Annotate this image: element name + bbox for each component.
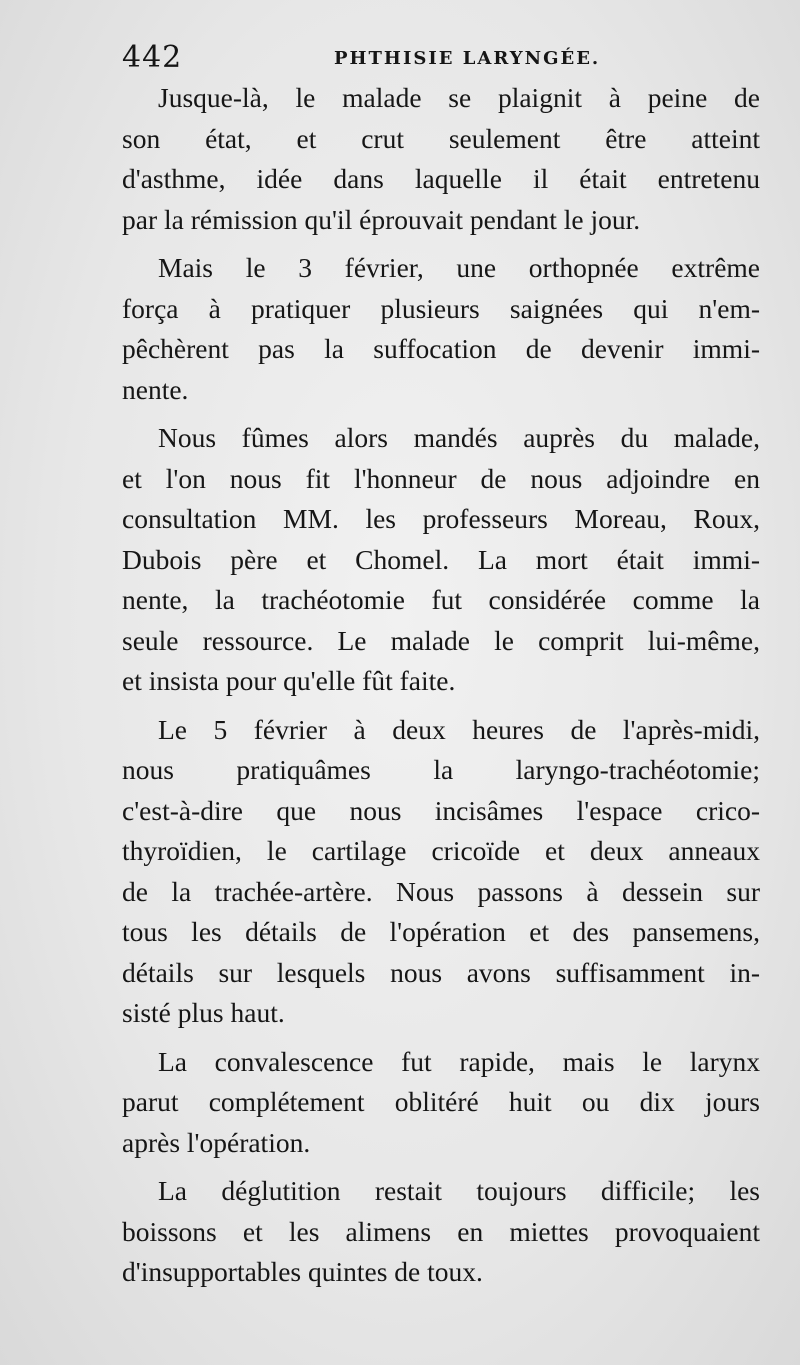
text-line: pêchèrent pas la suffocation de devenir immi-: [122, 333, 760, 364]
body-text: [122, 78, 760, 1301]
text-line: détails sur lesquels nous avons suffisamment in-: [122, 956, 760, 988]
text-line: Jusque-là, le malade se plaignit à peine de: [158, 82, 760, 113]
text-line: par la rémission qu'il éprouvait pendant le jour.: [122, 203, 641, 235]
running-title: PHTHISIE LARYNGÉE.: [334, 48, 601, 69]
paragraph: [122, 418, 760, 702]
text-line: Mais le 3 février, une orthopnée extrême: [158, 252, 760, 283]
text-line: tous les détails de l'opération et des pansemens,: [122, 916, 760, 947]
paragraph: [122, 710, 760, 1034]
text-line: nente.: [122, 373, 189, 405]
text-line: La convalescence fut rapide, mais le larynx: [158, 1045, 760, 1077]
text-line: Le 5 février à deux heures de l'après-midi,: [158, 713, 760, 745]
text-line: sisté plus haut.: [122, 997, 285, 1028]
text-line: d'asthme, idée dans laquelle il était entretenu: [122, 163, 760, 194]
text-line: de la trachée-artère. Nous passons à dessein sur: [122, 875, 760, 907]
text-line: après l'opération.: [122, 1126, 311, 1158]
text-line: consultation MM. les professeurs Moreau, Roux,: [122, 503, 760, 534]
text-line: seule ressource. Le malade le comprit lui-même,: [122, 624, 760, 656]
text-line: et l'on nous fit l'honneur de nous adjoindre en: [122, 462, 760, 494]
text-line: nente, la trachéotomie fut considérée comme la: [122, 584, 760, 615]
text-line: nous pratiquâmes la laryngo-trachéotomie;: [122, 754, 760, 785]
paragraph: [122, 1042, 760, 1164]
text-line: Dubois père et Chomel. La mort était immi-: [122, 543, 760, 575]
paragraph: [122, 78, 760, 240]
text-line: son état, et crut seulement être atteint: [122, 122, 760, 154]
text-line: c'est-à-dire que nous incisâmes l'espace crico-: [122, 794, 760, 826]
paragraph: [122, 1171, 760, 1293]
text-line: Nous fûmes alors mandés auprès du malade,: [158, 422, 760, 453]
text-line: et insista pour qu'elle fût faite.: [122, 665, 456, 696]
page-number: 442: [122, 40, 183, 75]
paragraph: [122, 248, 760, 410]
text-line: La déglutition restait toujours difficile; les: [158, 1175, 760, 1206]
text-line: boissons et les alimens en miettes provoquaient: [122, 1215, 760, 1247]
text-line: parut complétement oblitéré huit ou dix jours: [122, 1086, 760, 1117]
text-line: thyroïdien, le cartilage cricoïde et deux anneaux: [122, 835, 760, 866]
text-line: d'insupportables quintes de toux.: [122, 1256, 483, 1287]
text-line: força à pratiquer plusieurs saignées qui n'em-: [122, 292, 760, 324]
page-header: [122, 40, 762, 80]
